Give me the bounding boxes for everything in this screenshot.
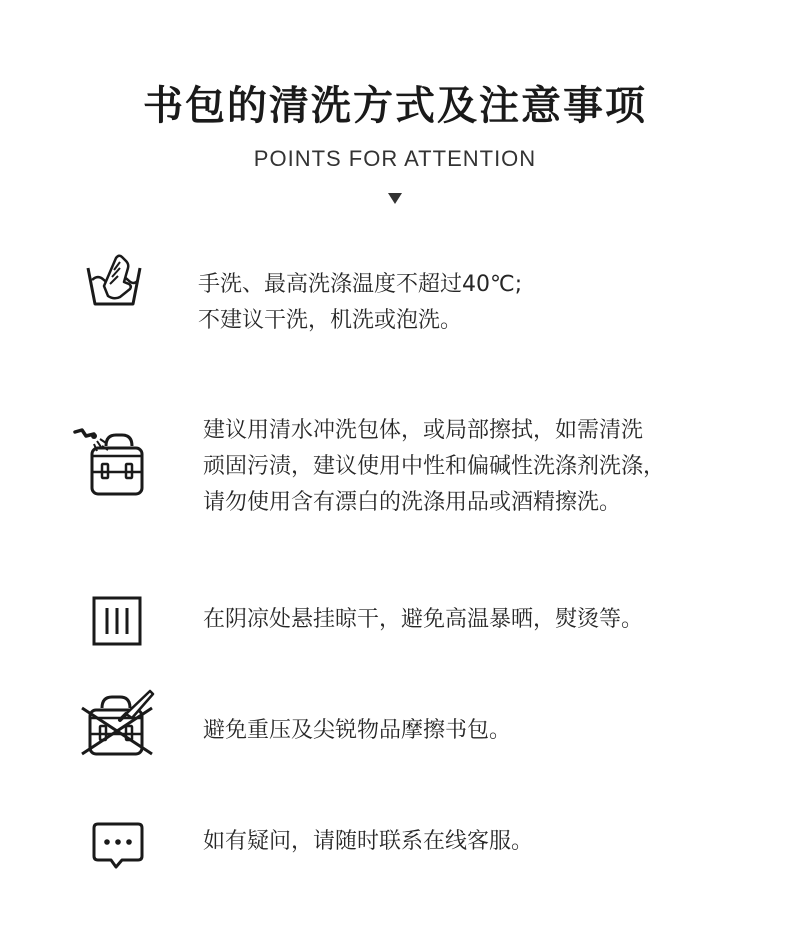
text-line: 手洗、最高洗涤温度不超过40℃; — [198, 272, 523, 297]
hand-wash-icon — [82, 252, 148, 310]
text-line: 建议用清水冲洗包体，或局部擦拭，如需清洗 — [203, 418, 644, 443]
text-line: 请勿使用含有漂白的洗涤用品或酒精擦洗。 — [203, 490, 622, 515]
care-text-rinse — [203, 413, 665, 521]
page-subtitle: POINTS FOR ATTENTION — [253, 146, 537, 171]
rinse-bag-icon — [72, 422, 146, 498]
text-line: 顽固污渍，建议使用中性和偏碱性洗涤剂洗涤， — [203, 454, 666, 479]
text-line: 不建议干洗，机洗或泡洗。 — [198, 308, 463, 333]
care-text-contact — [203, 824, 533, 860]
shade-dry-icon — [92, 596, 144, 648]
page-title: 书包的清洗方式及注意事项 — [143, 83, 647, 129]
care-text-no-sharp — [203, 713, 511, 749]
text-line: 如有疑问，请随时联系在线客服。 — [203, 829, 534, 854]
text-line: 避免重压及尖锐物品摩擦书包。 — [203, 718, 512, 743]
text-line: 在阴凉处悬挂晾干，避免高温暴晒，熨烫等。 — [203, 607, 644, 632]
no-sharp-objects-icon — [80, 688, 158, 758]
care-text-shade-dry — [203, 602, 643, 638]
chat-icon — [92, 820, 146, 870]
down-arrow-icon — [388, 193, 402, 204]
care-text-hand-wash — [198, 267, 522, 339]
